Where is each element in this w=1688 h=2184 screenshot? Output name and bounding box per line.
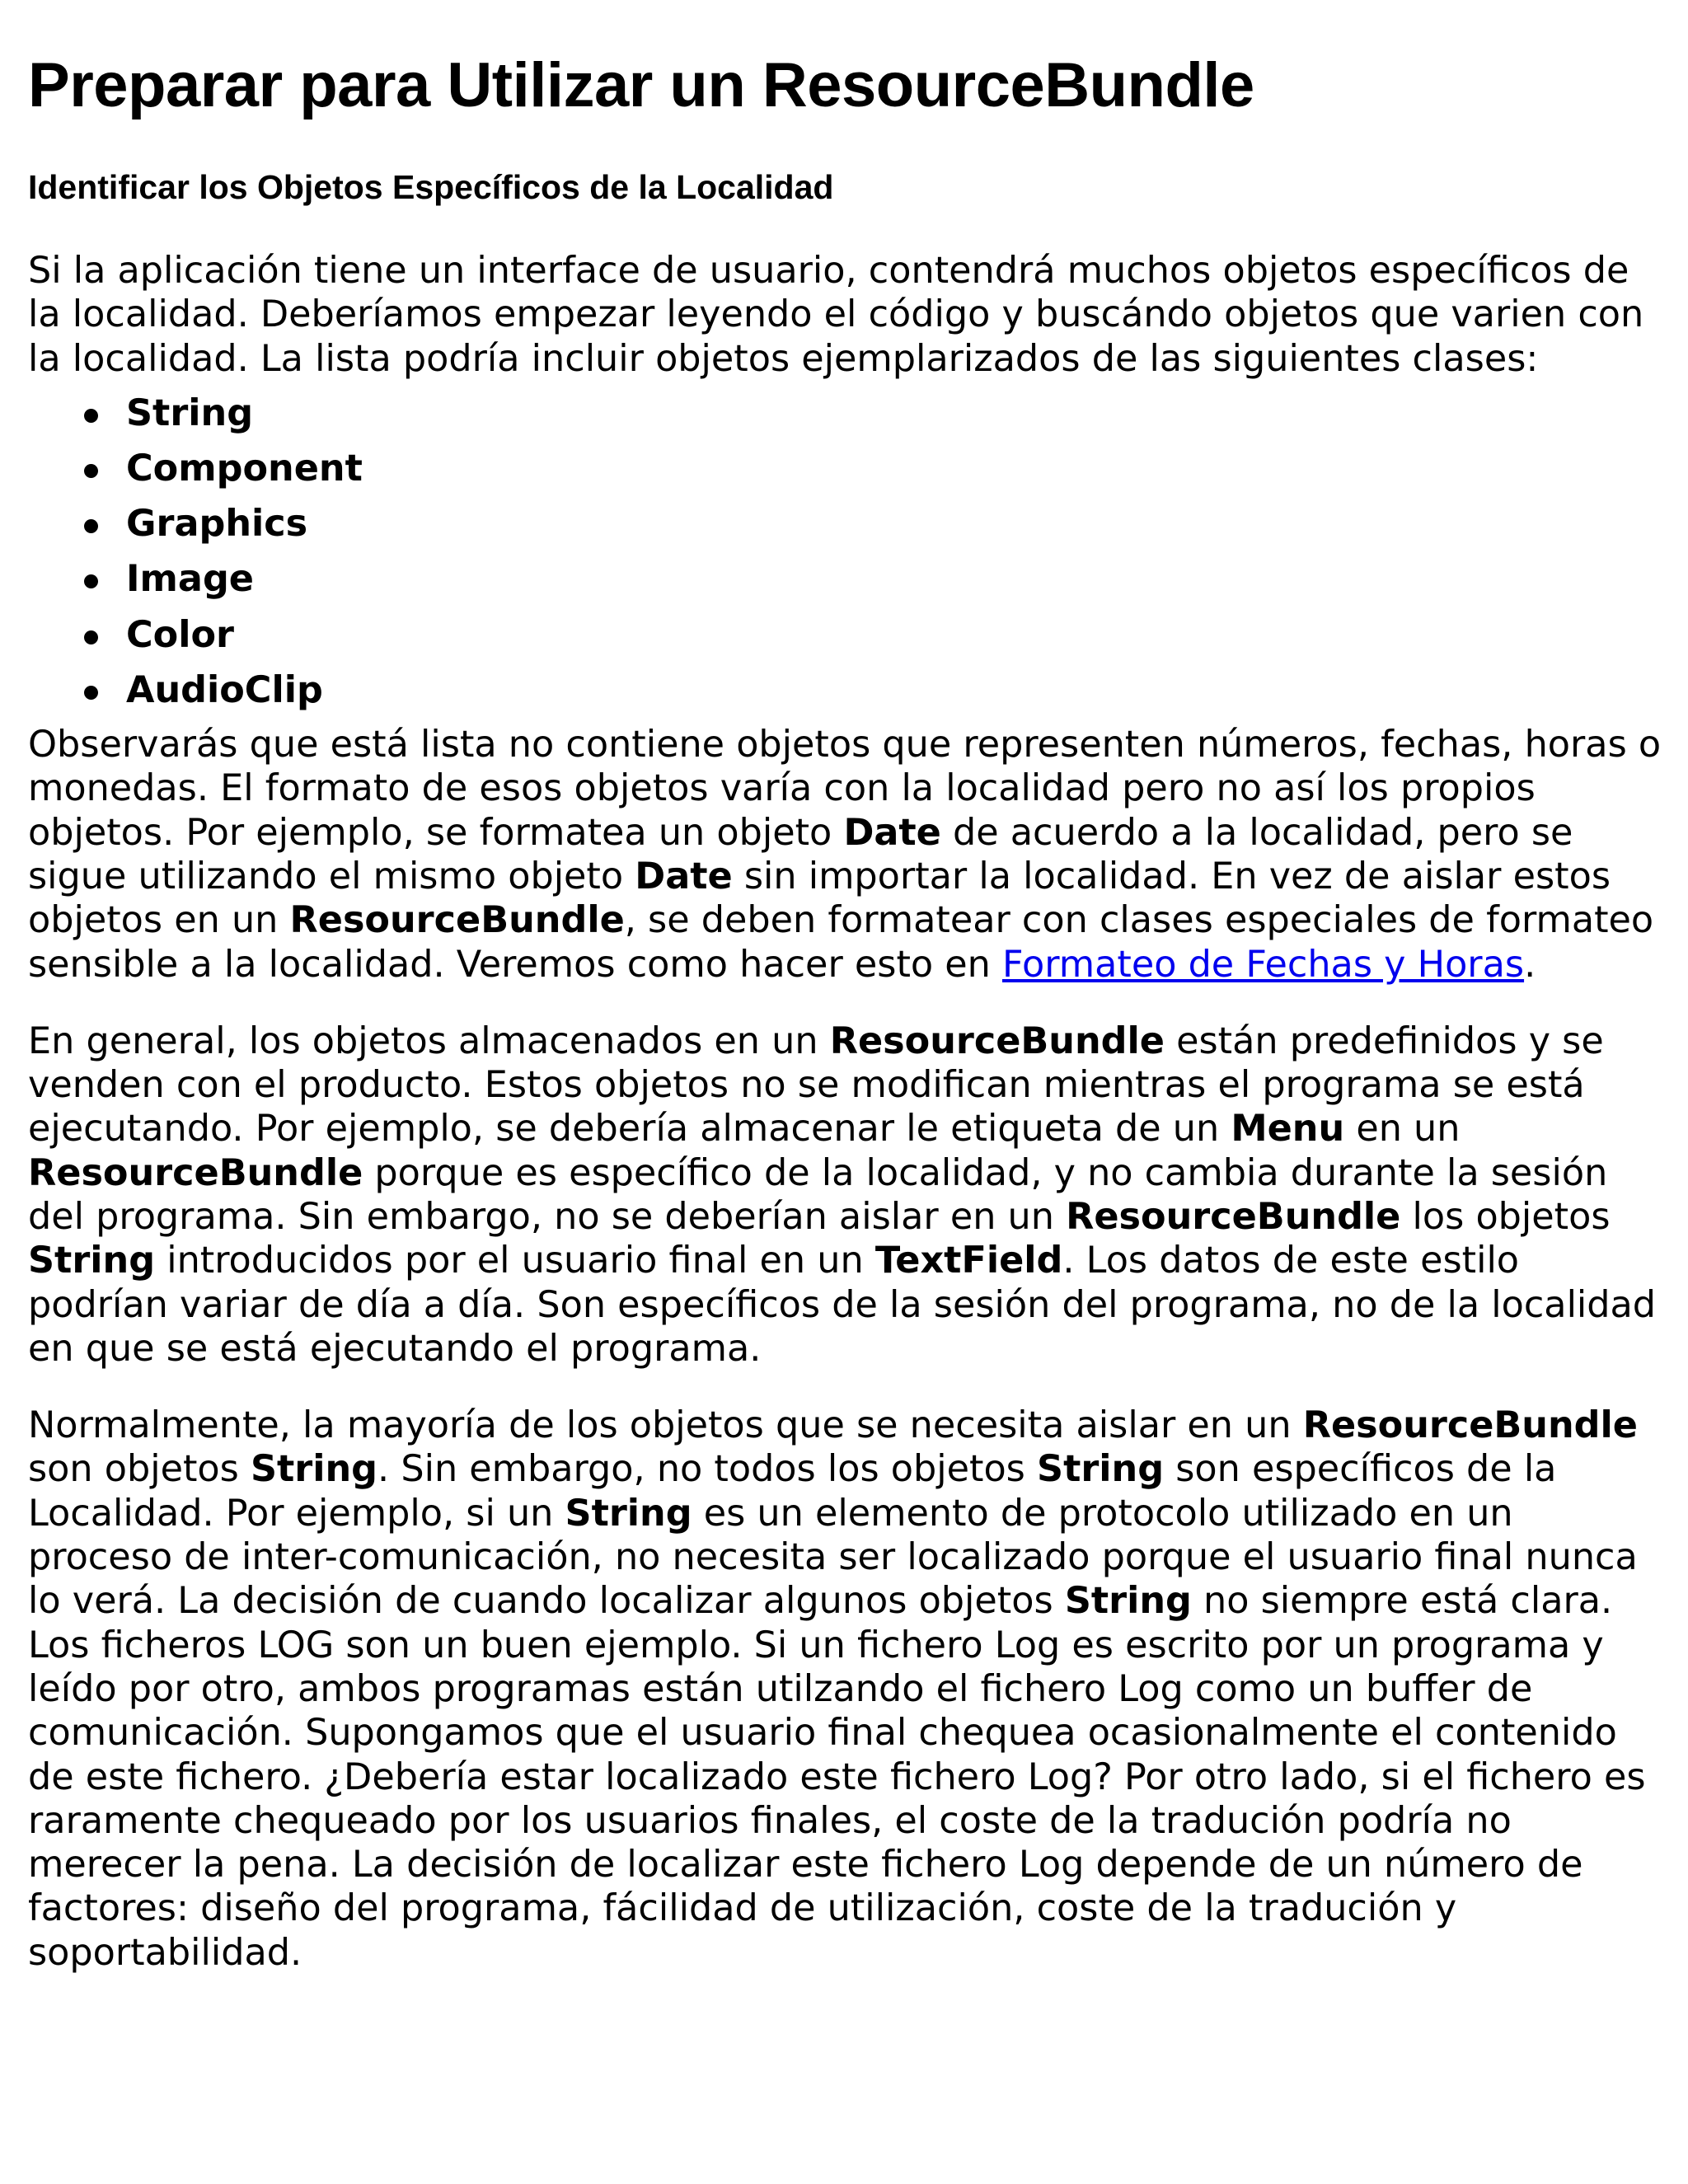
list-item-label: String [126,391,254,434]
paragraph-general [28,1019,1668,1371]
class-list [28,386,1668,718]
class-name-resourcebundle: ResourceBundle [289,899,625,942]
text-run: son objetos [28,1448,251,1491]
class-name-resourcebundle: ResourceBundle [28,1151,363,1194]
list-item-label: AudioClip [126,668,323,711]
text-run: . Los datos de este estilo podrían variar de día a día. Son específicos de la sesión del programa, no de la localidad en que se está ejecutando el programa. [28,1240,1657,1370]
list-item [126,496,1668,551]
text-run: están predefinidos y se venden con el producto. Estos objetos no se modifican mientras el programa se está ejecutando. Por ejemplo, se debería almacenar le etiqueta de un [28,1019,1604,1151]
class-name-menu: Menu [1231,1108,1345,1151]
paragraph-intro: Si la aplicación tiene un interface de usuario, contendrá muchos objetos específicos de la localidad. Deberíamos empezar leyendo el código y buscándo objetos que varien con la localidad. La lista podría incluir objetos ejemplarizados de las siguientes clases: [28,250,1644,380]
text-run: . Sin embargo, no todos los objetos [377,1448,1038,1491]
text-run: los objetos [1400,1195,1611,1238]
class-name-resourcebundle: ResourceBundle [1066,1195,1401,1238]
text-run: introducidos por el usuario final en un [155,1240,875,1282]
text-run: Normalmente, la mayoría de los objetos que se necesita aislar en un [28,1404,1303,1447]
text-run: es un elemento de protocolo utilizado en un proceso de inter-comunicación, no necesita ser localizado porque el usuario final nunca lo verá. La decisión de cuando localizar algunos objetos [28,1492,1638,1623]
class-name-string: String [28,1240,156,1282]
section-heading: Identificar los Objetos Específicos de la Localidad [28,168,834,206]
link-formateo-fechas-horas[interactable]: Formateo de Fechas y Horas [1002,943,1525,986]
text-run: . [1524,943,1536,986]
list-item [126,551,1668,607]
document-body [28,249,1668,1975]
class-name-string: String [250,1448,378,1491]
class-name-date: Date [635,855,733,898]
bullet-icon [84,464,98,478]
class-name-string: String [1064,1580,1192,1623]
list-item-label: Graphics [126,503,308,546]
text-run: no siempre está clara. Los ficheros LOG son un buen ejemplo. Si un fichero Log es escrito por un programa y leído por otro, ambos programas están utilzando el fichero Log como un buffer de comunicación. Supongamos que el usuario final chequea ocasionalmente el contenido de este fichero. ¿Debería estar localizado este fichero Log? Por otro lado, si el fichero es raramente chequeado por los usuarios finales, el coste de la tradución podría no merecer la pena. La decisión de localizar este fichero Log depende de un número de factores: diseño del programa, fácilidad de utilización, coste de la tradución y soportabilidad. [28,1580,1646,1974]
text-run: sin importar la localidad. En vez de aislar estos objetos en un [28,855,1611,942]
class-name-resourcebundle: ResourceBundle [829,1019,1165,1062]
text-run: en un [1344,1108,1461,1151]
document-page [28,0,1668,1975]
list-item [126,441,1668,496]
class-name-date: Date [843,811,941,854]
bullet-icon [84,574,98,588]
bullet-icon [84,630,98,644]
class-name-resourcebundle: ResourceBundle [1302,1404,1638,1447]
text-run: Observarás que está lista no contiene objetos que representen números, fechas, horas o monedas. El formato de esos objetos varía con la localidad pero no así los propios objetos. Por ejemplo, se formatea un objeto [28,724,1662,854]
bullet-icon [84,409,98,423]
paragraph-formatting [28,723,1668,987]
list-item-label: Color [126,613,235,656]
text-run: En general, los objetos almacenados en un [28,1019,830,1062]
bullet-icon [84,519,98,533]
list-item-label: Component [126,448,363,490]
class-name-string: String [1037,1448,1165,1491]
list-item [126,386,1668,441]
list-item [126,607,1668,663]
text-run: , se deben formatear con clases especiales de formateo sensible a la localidad. Veremos como hacer esto en [28,899,1654,986]
paragraph-normalmente [28,1404,1668,1975]
class-name-textfield: TextField [874,1240,1063,1282]
list-item [126,663,1668,718]
text-run: son específicos de la Localidad. Por ejemplo, si un [28,1448,1557,1535]
list-item-label: Image [126,558,254,601]
bullet-icon [84,686,98,700]
text-run: de acuerdo a la localidad, pero se sigue utilizando el mismo objeto [28,811,1573,898]
text-run: porque es específico de la localidad, y no cambia durante la sesión del programa. Sin embargo, no se deberían aislar en un [28,1151,1608,1238]
page-title: Preparar para Utilizar un ResourceBundle [28,50,1254,120]
class-name-string: String [565,1492,692,1535]
